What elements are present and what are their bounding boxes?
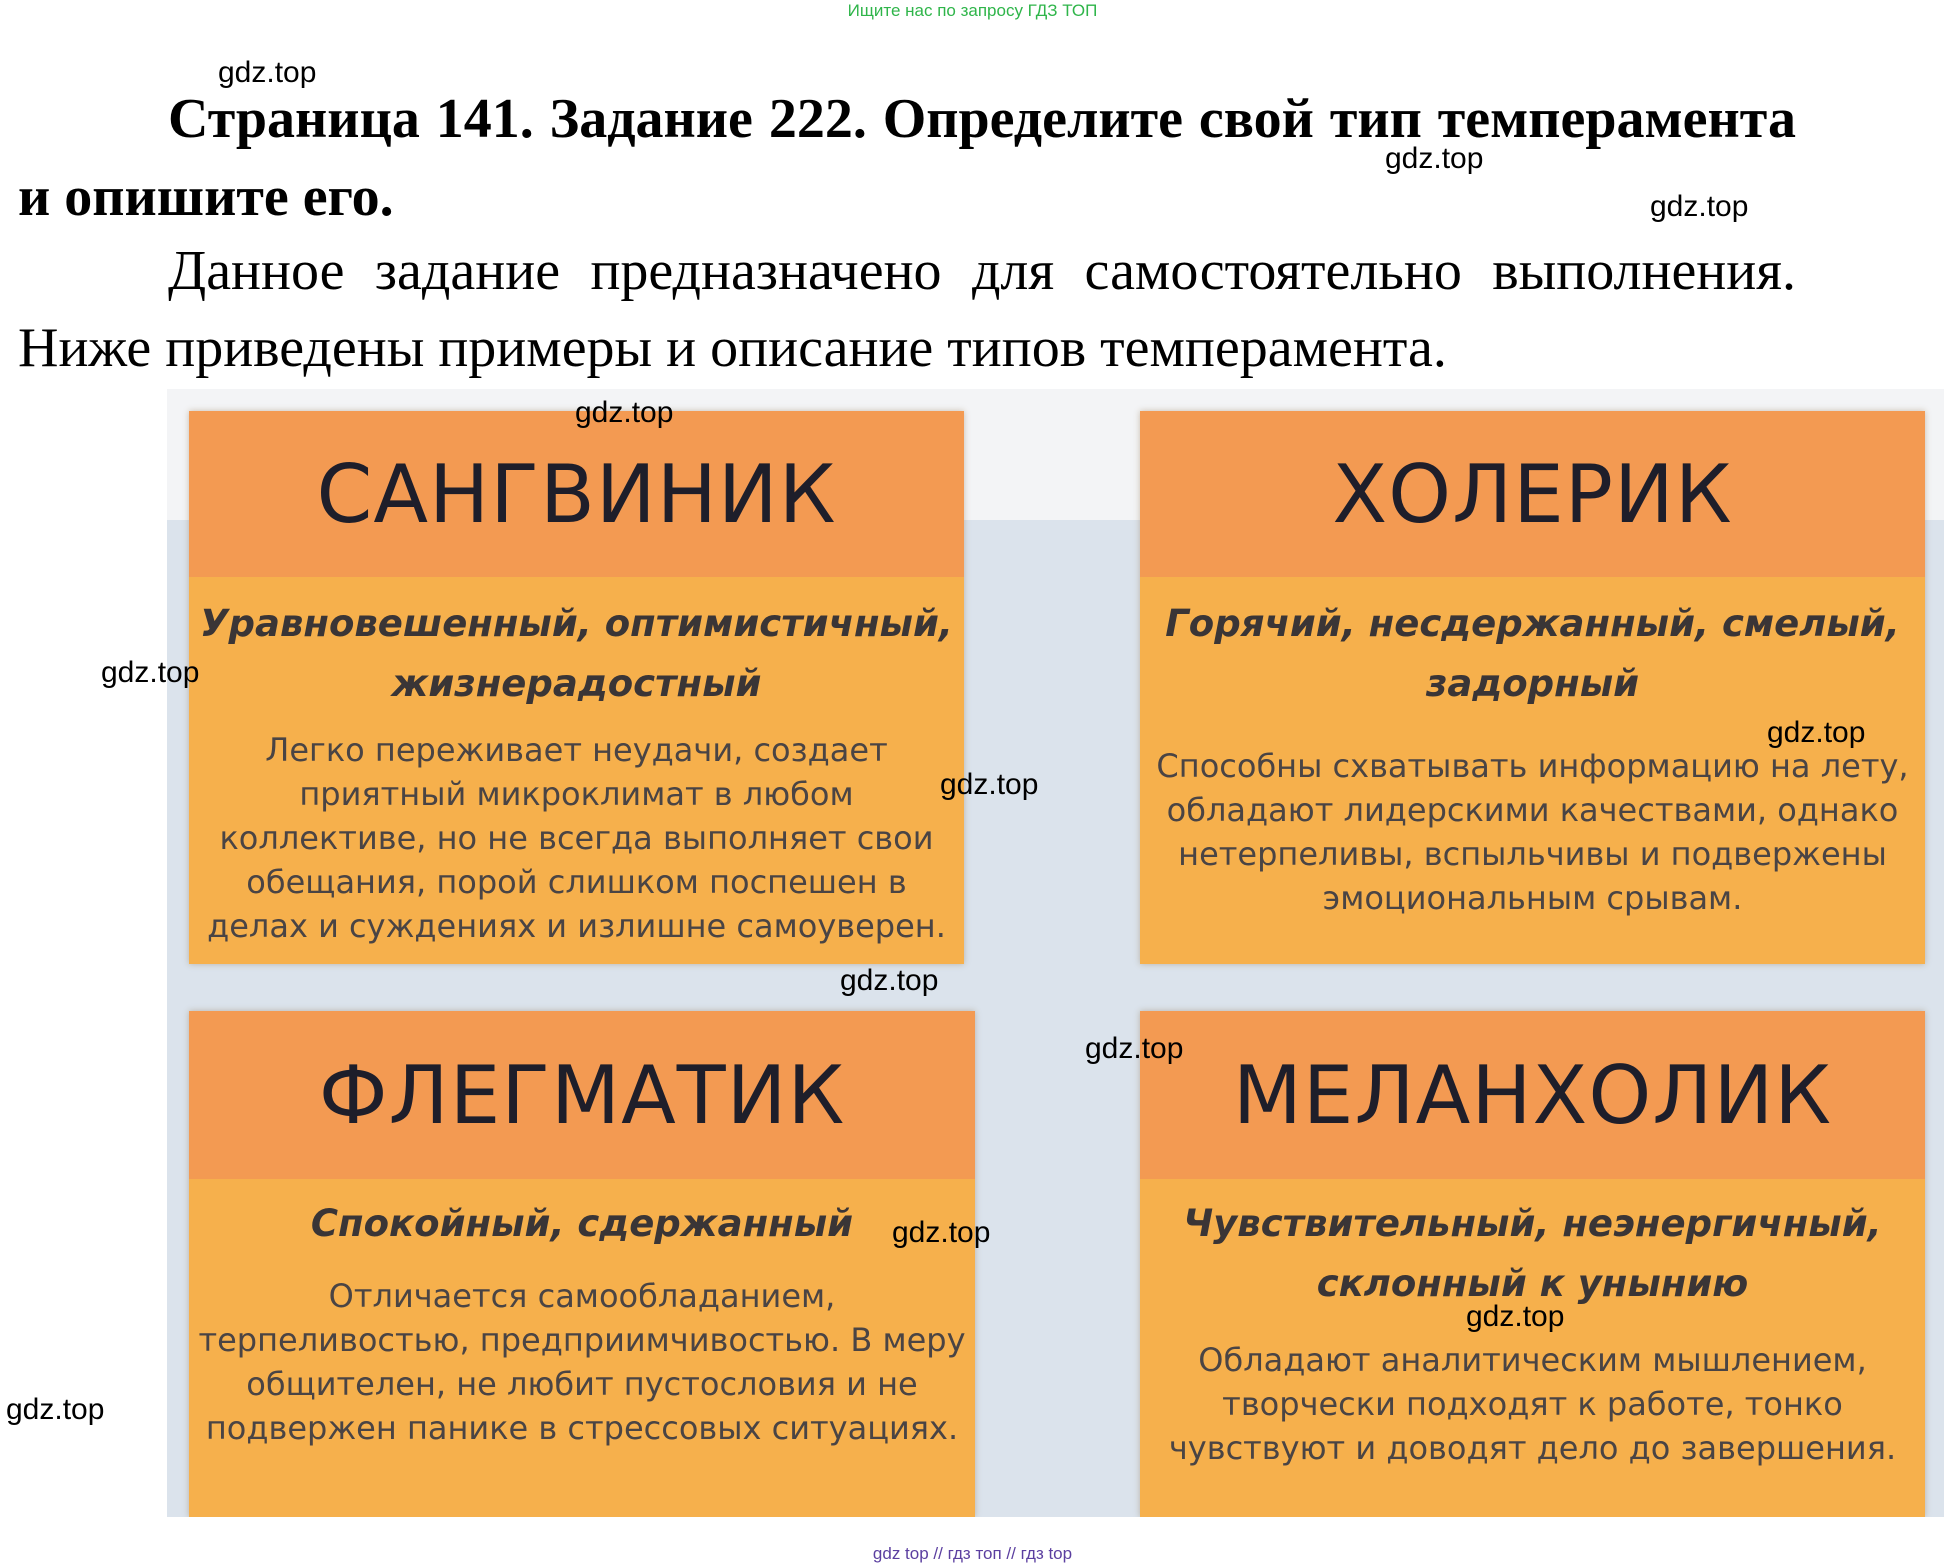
watermark: gdz.top [575,396,674,429]
card-title: ФЛЕГМАТИК [189,1011,975,1179]
watermark: gdz.top [892,1216,991,1249]
temperament-infographic [167,389,1944,1517]
card-description: Легко переживает неудачи, создает приятный микроклимат в любом коллективе, но не всегда выполняет свои обещания, порой слишком поспешен в делах и суждениях и излишне самоуверен. [207,731,946,945]
watermark: gdz.top [840,964,939,997]
watermark: gdz.top [218,56,317,89]
card-sanguine [189,411,964,964]
card-title: ХОЛЕРИК [1140,411,1925,577]
footer-links[interactable]: gdz top // гдз топ // гдз top [872,1544,1073,1563]
watermark: gdz.top [101,656,200,689]
card-traits: Горячий, несдержанный, смелый, задорный [1165,602,1900,705]
search-hint-link[interactable]: Ищите нас по запросу ГДЗ ТОП [847,1,1098,20]
watermark: gdz.top [1650,190,1749,223]
card-traits: Спокойный, сдержанный [310,1202,854,1245]
watermark: gdz.top [1385,142,1484,175]
card-traits: Чувствительный, неэнергичный, склонный к унынию [1183,1202,1882,1305]
card-choleric [1140,411,1925,964]
card-phlegmatic [189,1011,975,1517]
card-description: Отличается самообладанием, терпеливостью, предприимчивостью. В меру общителен, не любит пустословия и не подвержен панике в стрессовых ситуациях. [198,1277,966,1447]
watermark: gdz.top [6,1393,105,1426]
watermark: gdz.top [940,768,1039,801]
watermark: gdz.top [1466,1300,1565,1333]
watermark: gdz.top [1767,716,1866,749]
card-title: МЕЛАНХОЛИК [1140,1011,1925,1179]
card-description: Способны схватывать информацию на лету, обладают лидерскими качествами, однако нетерпеливы, вспыльчивы и подвержены эмоциональным срывам. [1156,747,1909,917]
card-melancholic [1140,1011,1925,1517]
task-paragraph: Данное задание предназначено для самостоятельно выполнения. Ниже приведены примеры и описание типов темперамента. [18,240,1796,379]
card-traits: Уравновешенный, оптимистичный, жизнерадостный [200,602,953,705]
card-description: Обладают аналитическим мышлением, творчески подходят к работе, тонко чувствуют и доводят дело до завершения. [1168,1341,1897,1467]
card-title: САНГВИНИК [189,411,964,577]
task-heading: Страница 141. Задание 222. Определите свой тип темперамента и опишите его. [18,88,1796,228]
watermark: gdz.top [1085,1032,1184,1065]
